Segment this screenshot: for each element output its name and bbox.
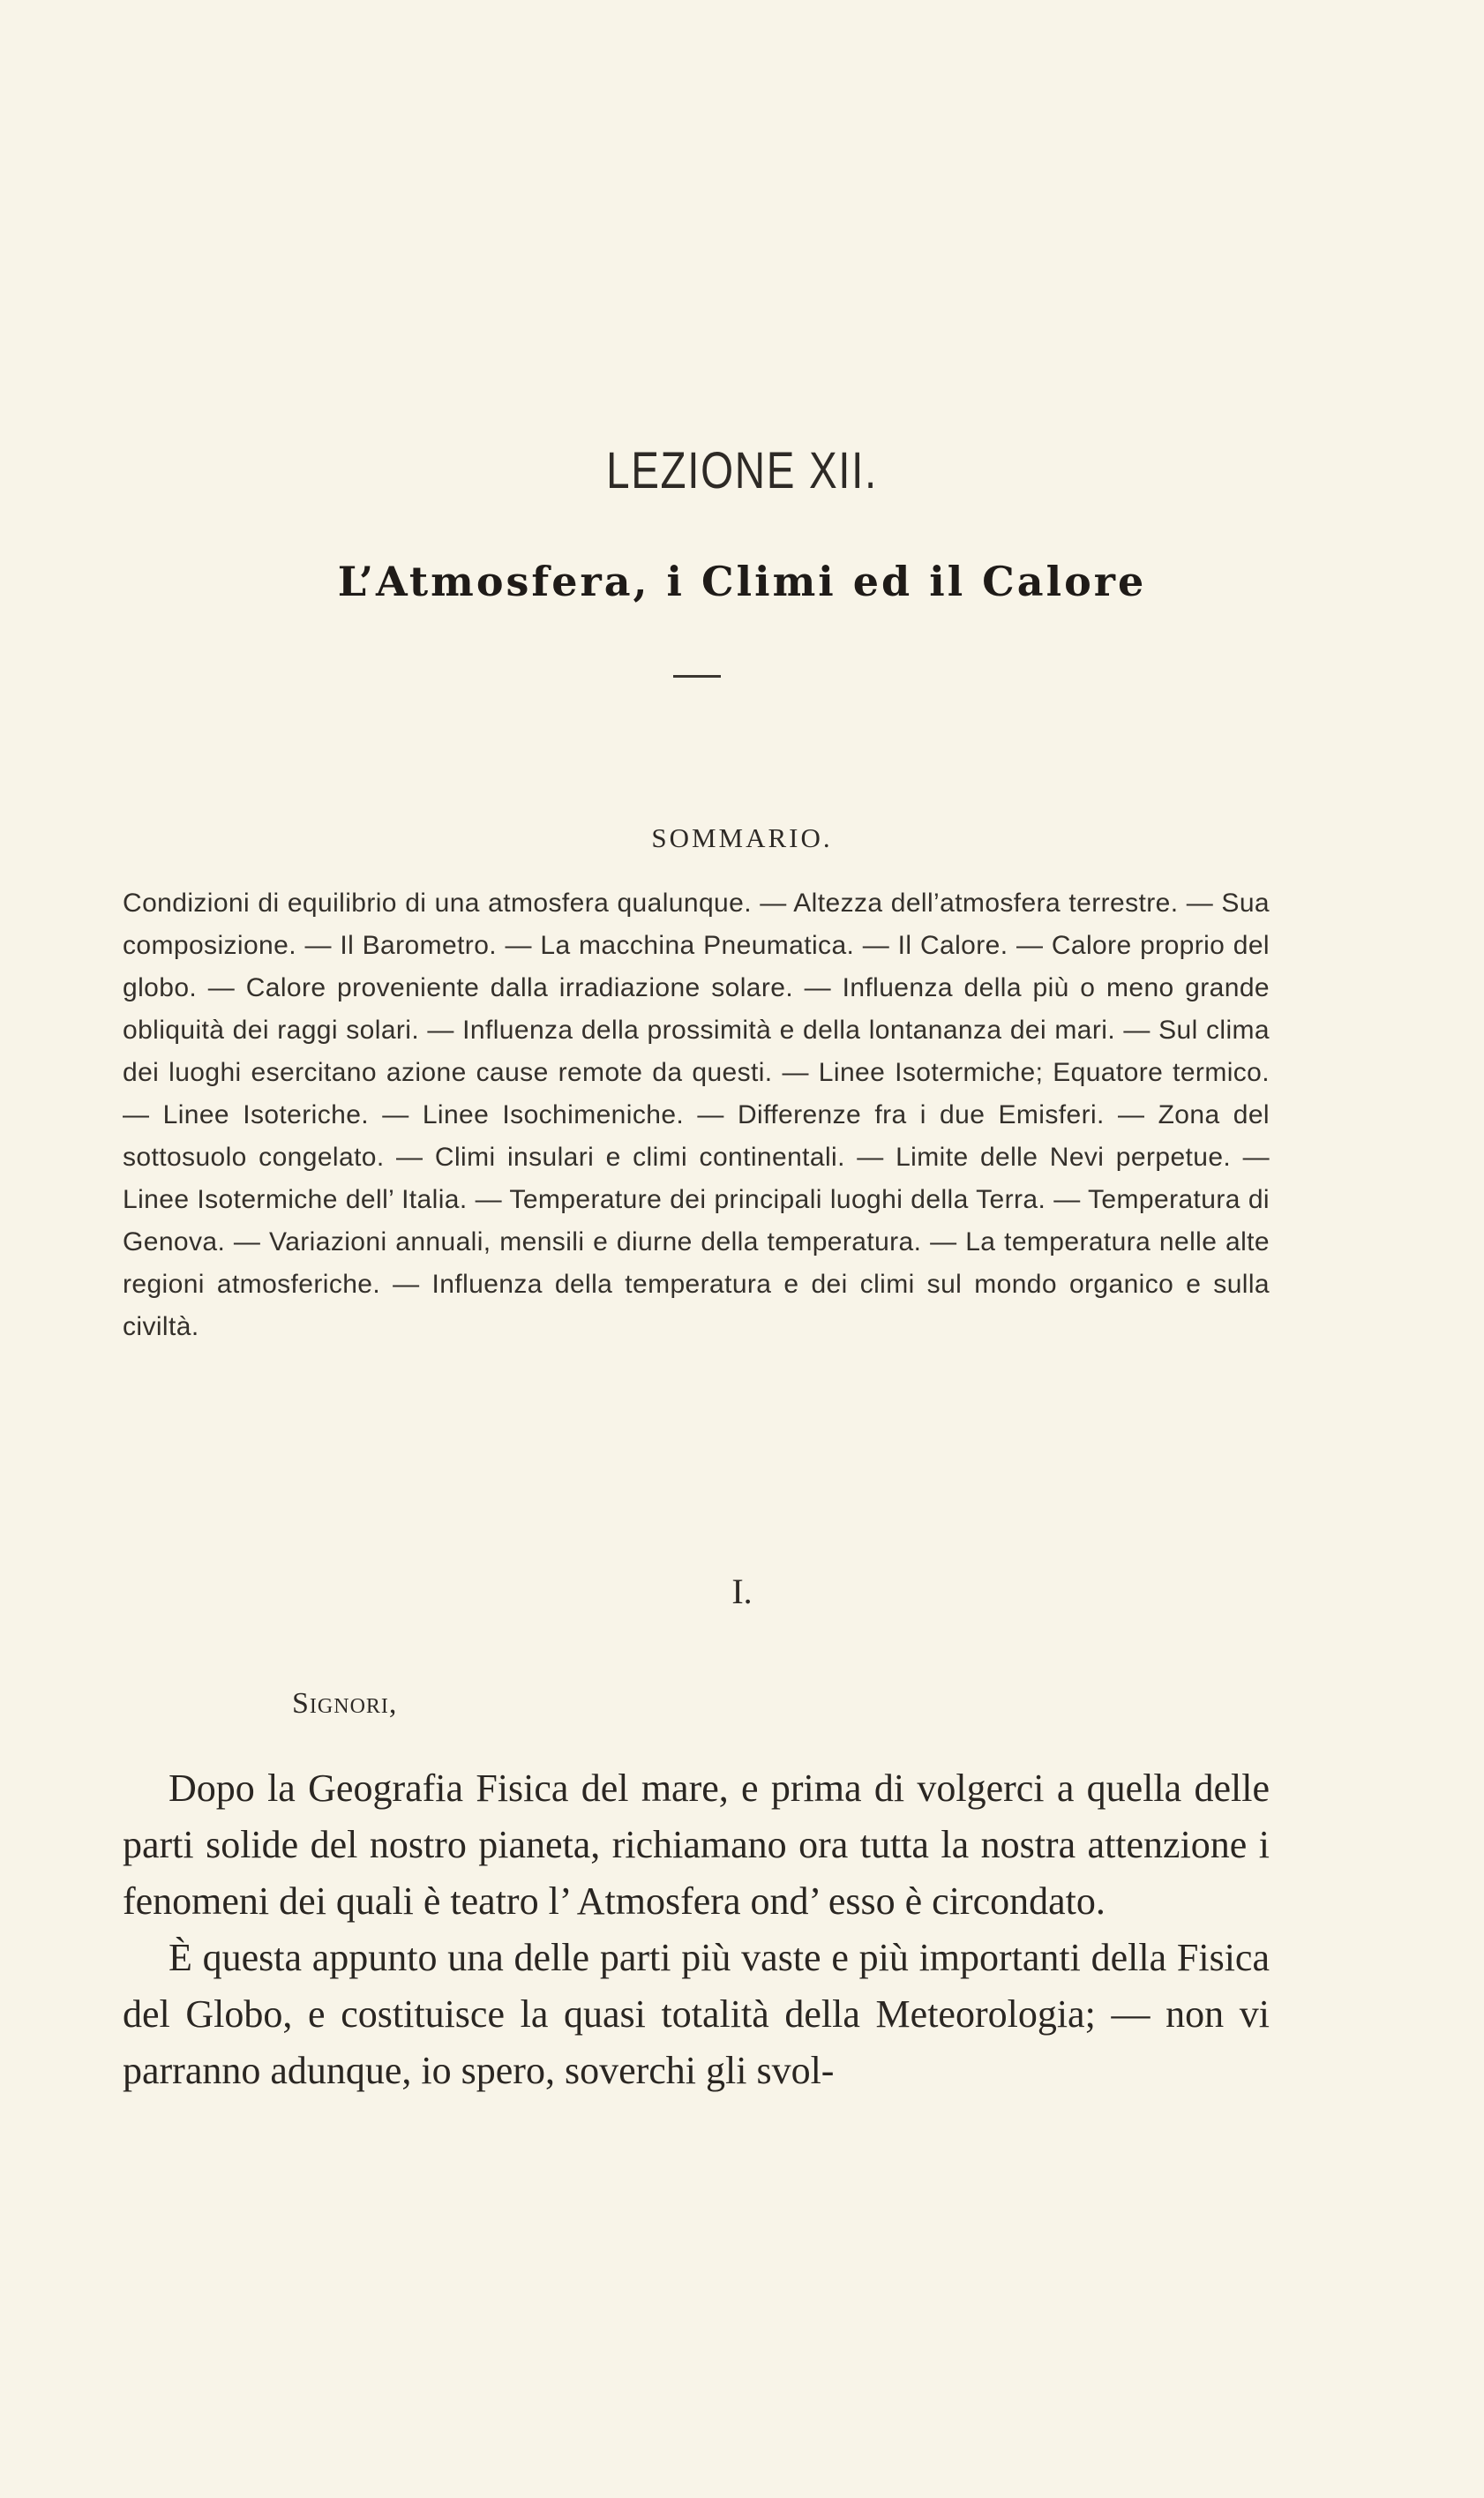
title-divider bbox=[673, 675, 721, 678]
body-text bbox=[123, 1760, 1270, 2099]
paragraph: È questa appunto una delle parti più vaste e più importanti della Fisica del Globo, e costituisce la quasi totalità della Meteorologia; — non vi parranno adunque, io spero, soverchi gli svol- bbox=[123, 1936, 1270, 2092]
lesson-heading: LEZIONE XII. bbox=[606, 442, 878, 499]
paragraph: Dopo la Geografia Fisica del mare, e prima di volgerci a quella delle parti solide del nostro pianeta, richiamano ora tutta la nostra attenzione i fenomeni dei quali è teatro l’ Atmosfera ond’ esso è circondato. bbox=[123, 1767, 1270, 1923]
salutation: Signori, bbox=[292, 1687, 398, 1720]
summary-heading: SOMMARIO. bbox=[651, 822, 833, 853]
lesson-title: L’Atmosfera, i Climi ed il Calore bbox=[337, 558, 1147, 605]
section-numeral: I. bbox=[731, 1572, 753, 1611]
summary-text: Condizioni di equilibrio di una atmosfera qualunque. — Altezza dell’atmosfera terrestre. — Sua composizione. — Il Barometro. — La macchina Pneumatica. — Il Calore. — Calore proprio del globo. — Calore proveniente dalla irradiazione solare. — Influenza della più o meno grande obliquità dei raggi solari. — Influenza della prossimità e della lontananza dei mari. — Sul clima dei luoghi esercitano azione cause remote da questi. — Linee Isotermiche; Equatore termico. — Linee Isoteriche. — Linee Isochimeniche. — Differenze fra i due Emisferi. — Zona del sottosuolo congelato. — Climi insulari e climi continentali. — Limite delle Nevi perpetue. — Linee Isotermiche dell’ Italia. — Temperature dei principali luoghi della Terra. — Temperatura di Genova. — Variazioni annuali, mensili e diurne della temperatura. — La temperatura nelle alte regioni atmosferiche. — Influenza della temperatura e dei climi sul mondo organico e sulla civiltà. bbox=[123, 889, 1270, 1341]
